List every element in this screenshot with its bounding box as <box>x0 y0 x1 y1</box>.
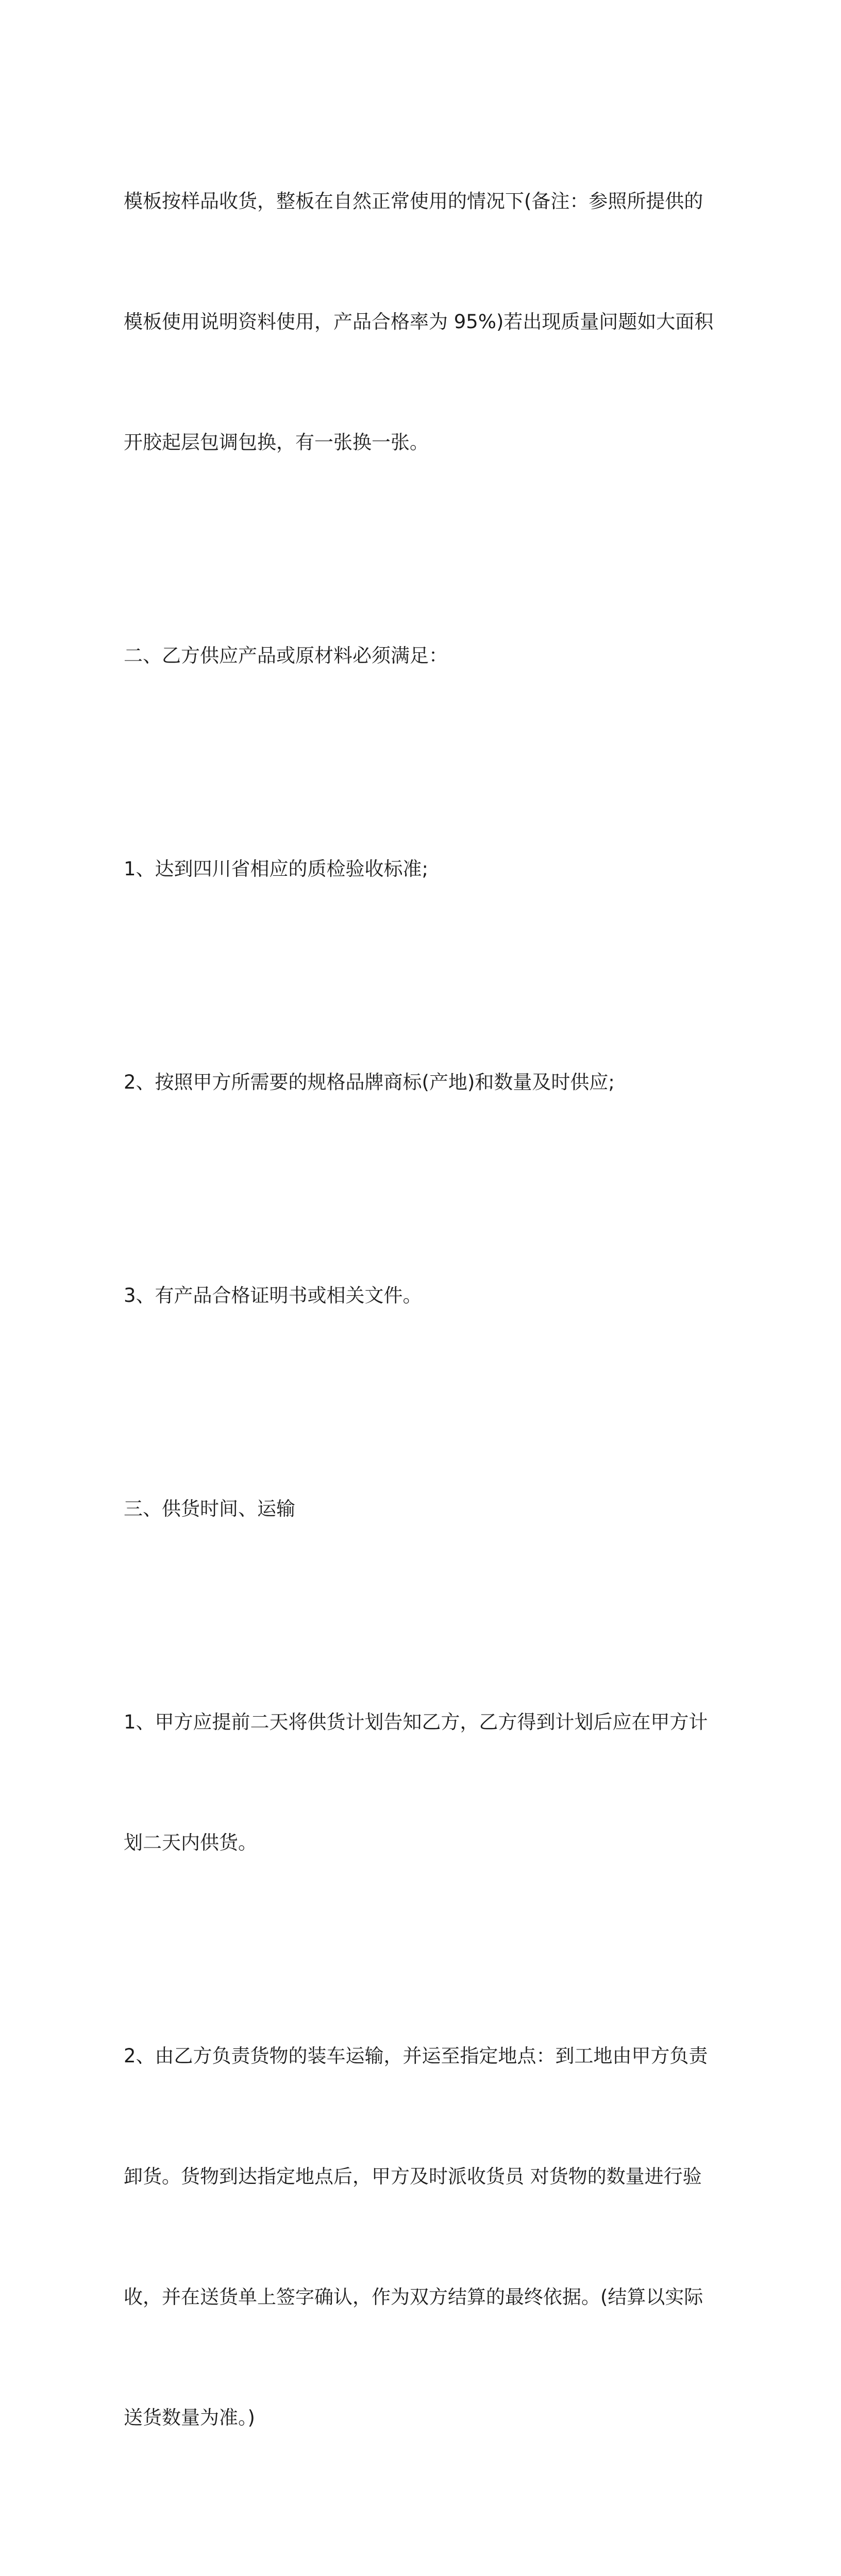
text-line: 模板使用说明资料使用，产品合格率为 95%)若出现质量问题如大面积 <box>124 311 714 333</box>
text-line: 收，并在送货单上签字确认，作为双方结算的最终依据。(结算以实际 <box>124 2286 703 2308</box>
text-line: 3、有产品合格证明书或相关文件。 <box>124 1284 422 1307</box>
list-item-2-1 <box>124 769 721 970</box>
list-item-2-2 <box>124 982 721 1183</box>
text-line: 划二天内供货。 <box>124 1832 257 1854</box>
text-line: 三、供货时间、运输 <box>124 1498 295 1520</box>
text-line: 开胶起层包调包换，有一张换一张。 <box>124 431 429 453</box>
text-line: 2、由乙方负责货物的装车运输，并运至指定地点：到工地由甲方负责 <box>124 2045 708 2067</box>
section-heading-4 <box>124 2531 721 2576</box>
paragraph-quality-terms <box>124 101 721 543</box>
section-heading-3 <box>124 1409 721 1609</box>
text-line: 1、达到四川省相应的质检验收标准; <box>124 858 429 880</box>
list-item-2-3 <box>124 1195 721 1396</box>
list-item-3-2 <box>124 1956 721 2518</box>
text-line: 二、乙方供应产品或原材料必须满足： <box>124 645 448 667</box>
text-line: 卸货。货物到达指定地点后，甲方及时派收货员 对货物的数量进行验 <box>124 2165 702 2188</box>
text-line: 模板按样品收货，整板在自然正常使用的情况下(备注：参照所提供的 <box>124 190 703 212</box>
text-line: 1、甲方应提前二天将供货计划告知乙方，乙方得到计划后应在甲方计 <box>124 1711 708 1733</box>
list-item-3-1 <box>124 1622 721 1943</box>
text-line: 送货数量为准。) <box>124 2406 255 2429</box>
document-page <box>124 101 721 2576</box>
text-line: 2、按照甲方所需要的规格品牌商标(产地)和数量及时供应; <box>124 1071 615 1093</box>
section-heading-2 <box>124 555 721 756</box>
